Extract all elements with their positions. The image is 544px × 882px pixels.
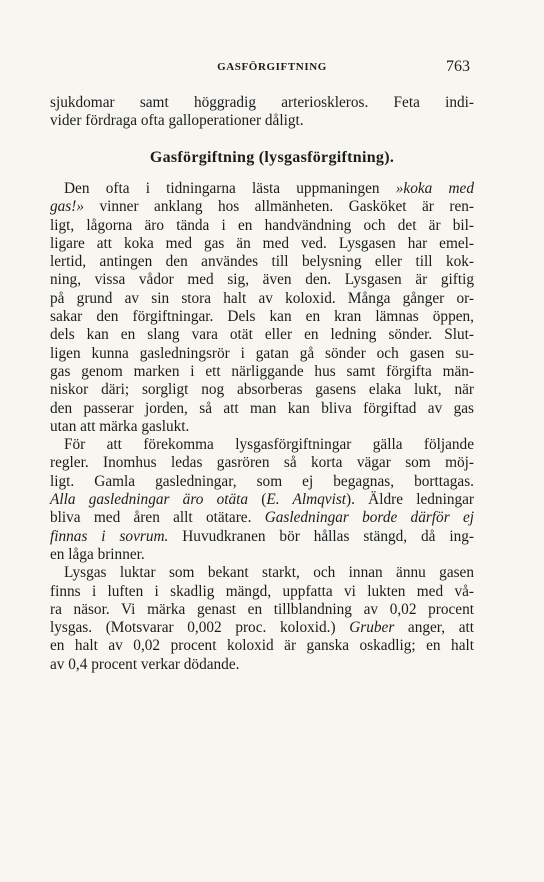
- text-line: [50, 601, 474, 619]
- text-run: regler. Inomhus ledas gasrören så korta vägar som möj-: [50, 454, 474, 472]
- text-run: ligare att koka med gas än med ved. Lysgasen har emel-: [50, 234, 474, 252]
- text-line: [50, 253, 474, 271]
- text-line: [50, 400, 474, 418]
- italic-text: Alla gasledningar äro otäta: [50, 491, 249, 509]
- text-line: [50, 198, 474, 216]
- text-run: lysgas. (Motsvarar 0,002 proc. koloxid.): [50, 619, 350, 637]
- text-run: Den ofta i tidningarna lästa uppmaningen: [64, 180, 396, 197]
- running-title: GASFÖRGIFTNING: [217, 61, 327, 73]
- text-run: av 0,4 procent verkar dödande.: [50, 655, 240, 673]
- text-run: ligt. Gamla gasledningar, som ej begagnas, borttagas.: [50, 472, 474, 490]
- section-body: [50, 180, 474, 674]
- text-run: ligt, lågorna äro tända i en handvändning och det är bil-: [50, 216, 474, 234]
- italic-text: Gasledningar borde därför ej: [264, 509, 474, 527]
- text-line: [50, 491, 474, 509]
- text-line: [50, 290, 474, 308]
- text-run: niskor däri; sorgligt nog absorberas gasens elaka lukt, när: [50, 381, 474, 399]
- intro-paragraph: [50, 94, 474, 131]
- italic-text: gas!»: [50, 198, 84, 216]
- text-run: på grund av sin stora halt av koloxid. Många gånger or-: [50, 289, 474, 307]
- text-run: finns i luften i skadlig mängd, uppfatta vi lukten med vå-: [50, 582, 474, 600]
- text-run: anger, att: [394, 619, 474, 637]
- text-line: [50, 528, 474, 546]
- text-line: [50, 217, 474, 235]
- text-run: sakar den förgiftningar. Dels kan en kran lämnas öppen,: [50, 308, 474, 326]
- italic-text: E. Almqvist: [266, 491, 347, 509]
- text-run: vinner anklang hos allmänheten. Gasköket är ren-: [84, 198, 474, 216]
- text-run: den passerar jorden, så att man kan bliva förgiftad av gas: [50, 399, 474, 417]
- text-run: (: [248, 491, 267, 509]
- text-run: gas genom marken i ett närliggande hus samt förgifta män-: [50, 362, 474, 380]
- text-line: [50, 583, 474, 601]
- text-line: [50, 546, 474, 564]
- text-line: [50, 619, 474, 637]
- text-run: ). Äldre ledningar: [346, 491, 475, 509]
- text-line: [50, 564, 474, 582]
- text-run: en låga brinner.: [50, 545, 145, 563]
- section-heading: Gasförgiftning (lysgasförgiftning).: [149, 149, 395, 166]
- text-run: För att förekomma lysgasförgiftningar gälla följande: [64, 436, 474, 454]
- italic-text: Gruber: [349, 619, 395, 637]
- text-line: [50, 180, 474, 198]
- text-run: ligen kunna gasledningsrör i gatan gå sönder och gasen su-: [50, 344, 474, 362]
- text-line: vider fördraga ofta galloperationer dåligt.: [50, 112, 304, 130]
- italic-text: finnas i sovrum.: [50, 527, 169, 545]
- text-line: [50, 418, 474, 436]
- text-line: [50, 656, 474, 674]
- text-line: [50, 381, 474, 399]
- running-head: [0, 58, 544, 78]
- page-number: 763: [446, 58, 470, 75]
- text-run: dels kan en slang vara otät eller en ledning sönder. Slut-: [50, 326, 474, 344]
- text-line: [50, 363, 474, 381]
- text-run: Lysgas luktar som bekant starkt, och innan ännu gasen: [64, 564, 474, 582]
- text-line: [50, 473, 474, 491]
- text-run: lertid, antingen den användes till belysning eller till kok-: [50, 253, 474, 271]
- text-run: bliva med åren allt otätare.: [50, 509, 265, 527]
- text-line: [50, 454, 474, 472]
- text-line: [50, 326, 474, 344]
- text-line: [50, 436, 474, 454]
- text-line: sjukdomar samt höggradig arterioskleros. Feta indi-: [50, 94, 474, 111]
- text-line: [50, 235, 474, 253]
- text-line: [50, 637, 474, 655]
- text-run: Huvudkranen bör hållas stängd, då ing-: [168, 527, 474, 545]
- text-run: en halt av 0,02 procent koloxid är ganska oskadlig; en halt: [50, 637, 474, 655]
- text-line: [50, 308, 474, 326]
- text-line: [50, 509, 474, 527]
- italic-text: »koka med: [395, 180, 474, 197]
- text-run: utan att märka gaslukt.: [50, 417, 190, 435]
- text-line: [50, 271, 474, 289]
- text-run: ra näsor. Vi märka genast en tillblandning av 0,02 procent: [50, 600, 474, 618]
- text-line: [50, 345, 474, 363]
- text-run: ning, vissa vådor med sig, även den. Lysgasen är giftig: [50, 271, 474, 289]
